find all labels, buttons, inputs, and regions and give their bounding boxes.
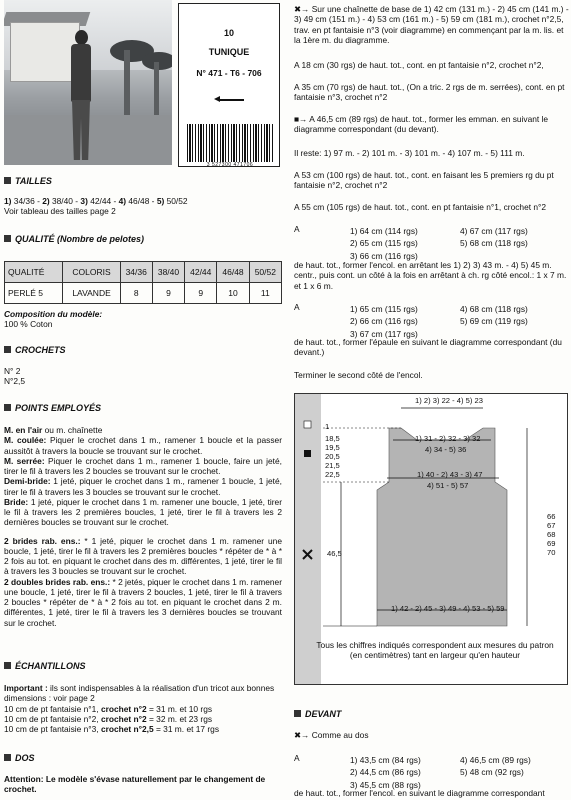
pattern-diagram bbox=[294, 393, 568, 685]
instruction-paragraph: de haut. tot., former l'épaule en suivant le diagramme correspondant (du devant.) bbox=[294, 337, 562, 358]
instruction-paragraph: A 55 cm (105 rgs) de haut. tot., cont. en pt fantaisie n°1, crochet n°2 bbox=[294, 202, 547, 212]
bullet-square-icon bbox=[4, 404, 11, 411]
diagram-label: 4) 51 - 5) 57 bbox=[427, 481, 469, 490]
diagram-left-heights: 18,5 19,5 20,5 21,5 22,5 bbox=[325, 434, 340, 480]
a-label: A bbox=[294, 224, 300, 234]
diagram-label: 1) 40 - 2) 43 - 3) 47 bbox=[417, 470, 483, 479]
diagram-label: 1) 31 - 2) 32 - 3) 32 bbox=[415, 434, 481, 443]
stitches-text: M. en l'air ou m. chaînette M. coulée: Piquer le crochet dans 1 m., ramener 1 boucle et la passer aussitôt à travers la boucle se trouvant sur le crochet. M. serrée: Piquer le crochet dans 1 m., ramener 1 boucle, faire un jeté, tirer le fil à travers les 2 boucles se trouvant sur le crochet. Demi-bride: 1 jeté, piquer le crochet dans 1 m., ramener 1 boucle, 1 jeté, tirer le fil à travers les 3 boucles se trouvant sur le crochet. Bride: 1 jeté, piquer le crochet dans 1 m. ramener une boucle, 1 jeté, tirer le fil à travers les 2 premières boucles, 1 jeté, tirer le fil à travers les 2 dernières boucles se trouvant sur le crochet. 2 brides rab. ens.: * 1 jeté, piquer le crochet dans 1 m. ramener une boucle, 1 jeté, tirer le fil à travers les 2 premières boucles * répéter de * à * 2 fois au tot. en piquant le crochet dans des m. différentes, 1 jeté, tirer le fil à travers les 3 boucles se trouvant sur le crochet. 2 doubles brides rab. ens.: * 2 jetés, piquer le crochet dans 1 m. ramener une boucle, 1 jeté, tirer le fil à travers 2 boucles, 1 jeté, tirer le fil à travers 2 boucles * répéter de * à * 2 fois au tot. en piquant le crochet dans 2 m. différentes, 1 jeté, tirer le fil à travers les 3 dernières boucles se trouvant sur le crochet. bbox=[4, 425, 283, 628]
instruction-paragraph: Il reste: 1) 97 m. - 2) 101 m. - 3) 101 m. - 4) 107 m. - 5) 111 m. bbox=[294, 148, 525, 158]
devant-line: ✖→ Comme au dos bbox=[294, 730, 369, 740]
section-points: POINTS EMPLOYÉS bbox=[4, 403, 101, 414]
bullet-square-icon bbox=[4, 346, 11, 353]
section-dos: DOS bbox=[4, 753, 35, 764]
instruction-paragraph: A 35 cm (70 rgs) de haut. tot., (On a tric. 2 rgs de m. serrées), cont. en pt fantaisie n°3, crochet n°2 bbox=[294, 82, 565, 103]
dos-text: Attention: Le modèle s'évase naturellement par le changement de crochet. bbox=[4, 774, 266, 795]
a-label: A bbox=[294, 302, 300, 312]
diagram-right-heights: 66 67 68 69 70 bbox=[547, 512, 556, 558]
diagram-label: 1) 42 - 2) 45 - 3) 49 - 4) 53 - 5) 59 bbox=[391, 604, 505, 613]
a-label: A bbox=[294, 753, 300, 763]
instruction-paragraph: A 18 cm (30 rgs) de haut. tot., cont. en pt fantaisie n°2, crochet n°2, bbox=[294, 60, 544, 70]
gauge-text: Important : ils sont indispensables à la réalisation d'un tricot aux bonnes dimensions : voir page 2 10 cm de pt fantaisie n°1, crochet n°2 = 31 m. et 10 rgs 10 cm de pt fantaisie n°2, crochet n°2 = 32 m. et 23 rgs 10 cm de pt fantaisie n°3, crochet n°2,5 = 31 m. et 17 rgs bbox=[4, 683, 275, 734]
section-devant: DEVANT bbox=[294, 709, 341, 720]
section-crochets: CROCHETS bbox=[4, 345, 66, 356]
diagram-label: 1 bbox=[325, 422, 330, 431]
devant-line: de haut. tot., former l'encol. en suivant le diagramme correspondant bbox=[294, 788, 545, 798]
bullet-square-icon bbox=[294, 710, 301, 717]
instruction-paragraph: de haut. tot., former l'encol. en arrêtant les 1) 2) 3) 43 m. - 4) 5) 45 m. centr., puis cont. un côté à la fois en arrêtant à ch. rg côté encol.: 1 x 7 m. et 1 x 6 m. bbox=[294, 260, 567, 291]
section-tailles: TAILLES bbox=[4, 176, 52, 187]
model-photo bbox=[4, 0, 172, 165]
pattern-reference: N° 471 - T6 - 706 bbox=[196, 67, 262, 78]
hook-list: N° 2 N°2,5 bbox=[4, 366, 26, 387]
barcode-icon bbox=[187, 124, 273, 162]
bullet-square-icon bbox=[4, 662, 11, 669]
devant-height-table: 1) 43,5 cm (84 rgs) 4) 46,5 cm (89 rgs) 2) 44,5 cm (86 rgs) 5) 48 cm (92 rgs) 3) 45,5 cm (88 rgs) bbox=[350, 755, 531, 790]
composition: Composition du modèle: 100 % Coton bbox=[4, 309, 103, 330]
sizes-text: 1) 34/36 - 2) 38/40 - 3) 42/44 - 4) 46/48 - 5) 50/52 Voir tableau des tailles page 2 bbox=[4, 196, 188, 217]
section-qualite: QUALITÉ (Nombre de pelotes) bbox=[4, 234, 144, 245]
bullet-square-icon bbox=[4, 754, 11, 761]
barcode-digits: 3 527300 471706 bbox=[206, 162, 254, 168]
pattern-name: TUNIQUE bbox=[208, 46, 250, 57]
instruction-paragraph: ■→ A 46,5 cm (89 rgs) de haut. tot., former les emman. en suivant le diagramme correspondant (du devant). bbox=[294, 114, 549, 135]
bullet-square-icon bbox=[4, 235, 11, 242]
arrow-left-icon bbox=[214, 96, 244, 104]
instruction-paragraph: Terminer le second côté de l'encol. bbox=[294, 370, 423, 380]
pattern-number: 10 bbox=[223, 28, 234, 38]
diagram-label: 1) 2) 3) 22 - 4) 5) 23 bbox=[415, 396, 483, 405]
pattern-tag bbox=[178, 3, 280, 167]
diagram-label: 4) 34 - 5) 36 bbox=[425, 445, 467, 454]
height-table: 1) 64 cm (114 rgs) 4) 67 cm (117 rgs) 2) 65 cm (115 rgs) 5) 68 cm (118 rgs) 3) 66 cm (116 rgs) bbox=[350, 226, 528, 261]
diagram-caption: Tous les chiffres indiqués correspondent aux mesures du patron (en centimètres) tant en largeur qu'en hauteur bbox=[316, 640, 554, 661]
table-row: PERLÉ 5 LAVANDE 8 9 9 10 11 bbox=[5, 283, 282, 304]
instruction-paragraph: ✖→ Sur une chaînette de base de 1) 42 cm (131 m.) - 2) 45 cm (141 m.) - 3) 49 cm (151 m.) - 4) 53 cm (161 m.) - 5) 59 cm (181 m.), crochet n°2,5, trav. en pt fantaisie n°3 (voir diagramme) en commençant par la m. lis. et la 1ère m. du diagramme. bbox=[294, 4, 569, 45]
height-table: 1) 65 cm (115 rgs) 4) 68 cm (118 rgs) 2) 66 cm (116 rgs) 5) 69 cm (119 rgs) 3) 67 cm (117 rgs) bbox=[350, 304, 528, 339]
instruction-paragraph: A 53 cm (100 rgs) de haut. tot., cont. en faisant les 5 premiers rg du pt fantaisie n°2, crochet n°2 bbox=[294, 170, 554, 191]
diagram-label: 46,5 bbox=[327, 549, 342, 558]
bullet-square-icon bbox=[4, 177, 11, 184]
section-echantillons: ÉCHANTILLONS bbox=[4, 661, 86, 672]
square-marker-icon bbox=[304, 450, 311, 457]
quality-table: QUALITÉ COLORIS 34/36 38/40 42/44 46/48 50/52 PERLÉ 5 LAVANDE 8 9 9 10 11 bbox=[4, 261, 282, 304]
